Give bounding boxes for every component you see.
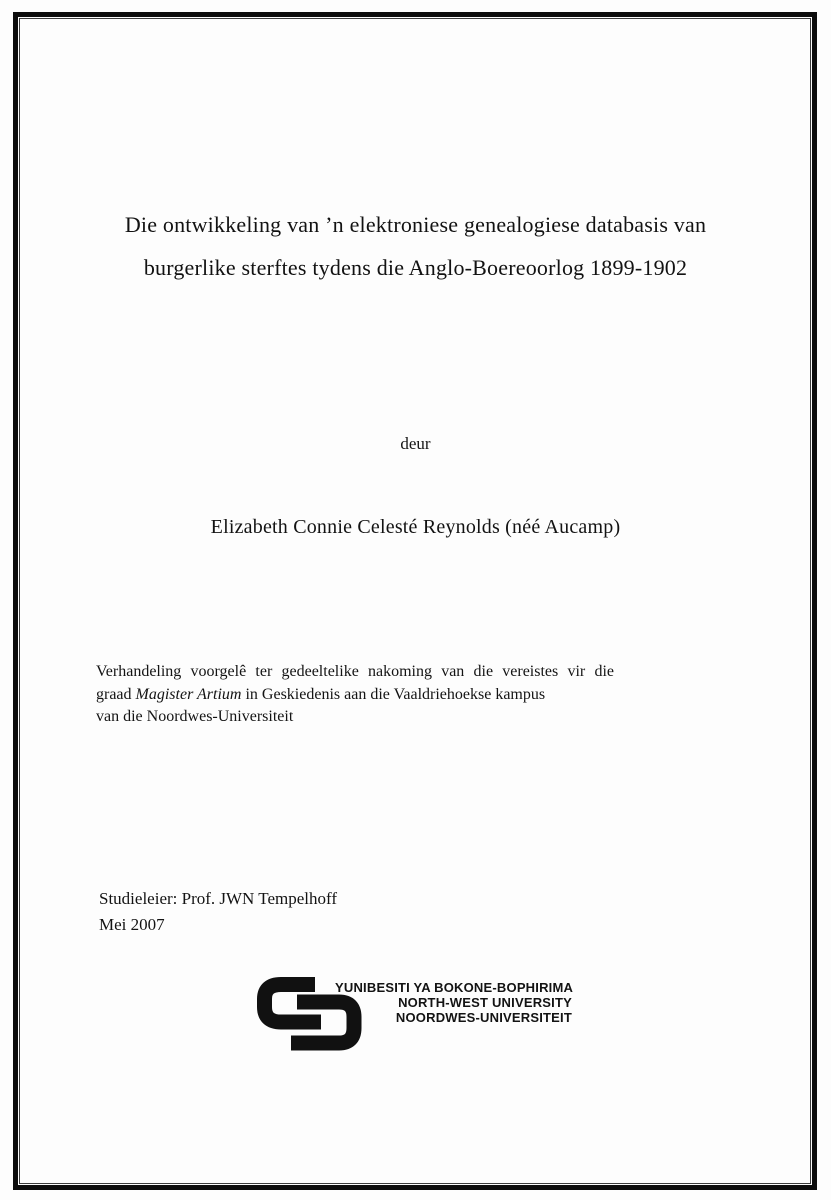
thesis-title-line1: Die ontwikkeling van ’n elektroniese genealogiese databasis van <box>124 212 707 237</box>
degree-statement-line3: van die Noordwes-Universiteit <box>96 708 294 725</box>
degree-statement <box>96 661 614 729</box>
date-line: Mei 2007 <box>99 915 165 934</box>
degree-statement-line2-pre: graad <box>96 685 132 703</box>
degree-statement-line2 <box>96 684 614 707</box>
logo-text-line2: NORTH-WEST UNIVERSITY <box>398 995 572 1010</box>
byline: deur <box>400 434 431 453</box>
degree-statement-line2-post: in Geskiedenis aan die Vaaldriehoekse kampus <box>245 685 546 703</box>
supervisor-block <box>99 886 337 938</box>
thesis-title <box>0 203 831 289</box>
logo-text-line3: NOORDWES-UNIVERSITEIT <box>395 1010 572 1025</box>
logo-text-line1: YUNIBESITI YA BOKONE-BOPHIRIMA <box>335 980 574 995</box>
degree-statement-line1: Verhandeling voorgelê ter gedeeltelike nakoming van die vereistes vir die <box>96 663 614 680</box>
supervisor-line: Studieleier: Prof. JWN Tempelhoff <box>99 889 338 908</box>
author-name: Elizabeth Connie Celesté Reynolds (néé Aucamp) <box>210 516 621 538</box>
degree-name: Magister Artium <box>135 685 242 703</box>
university-logo-text <box>335 980 572 1025</box>
thesis-title-line2: burgerlike sterftes tydens die Anglo-Boereoorlog 1899-1902 <box>143 255 688 280</box>
